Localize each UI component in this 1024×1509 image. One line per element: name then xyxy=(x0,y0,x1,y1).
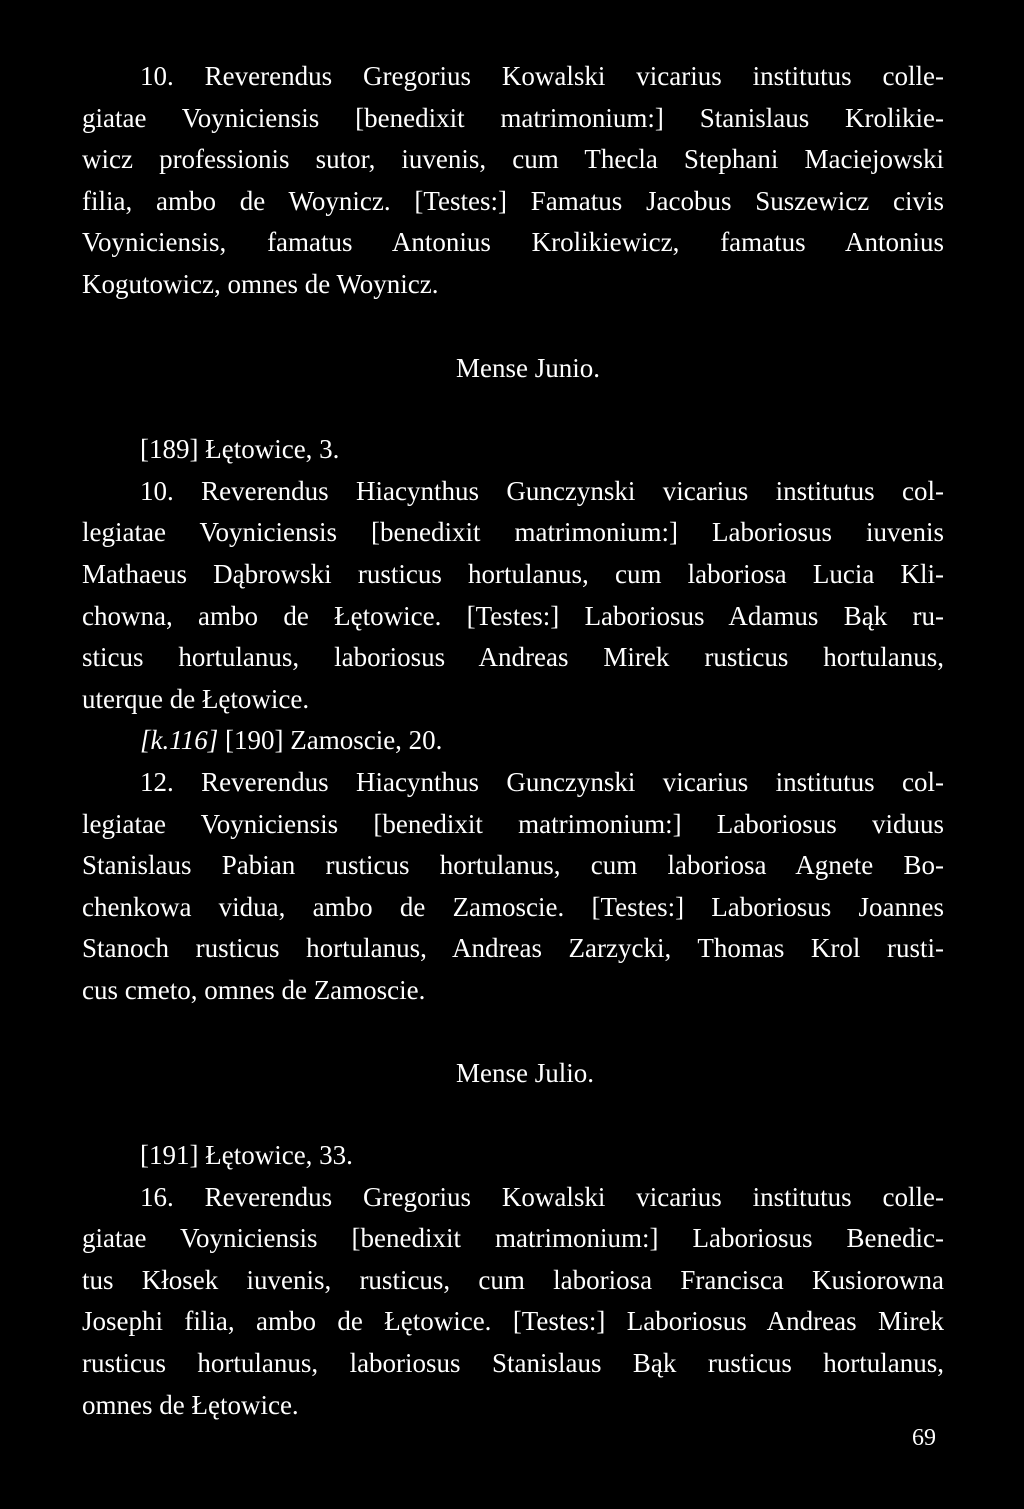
folio-marker: [k.116] xyxy=(140,725,219,756)
page-number: 69 xyxy=(912,1425,936,1451)
text-line: chowna, ambo de Łętowice. [Testes:] Laboriosus Adamus Bąk ru- xyxy=(82,600,944,631)
text-line: wicz professionis sutor, iuvenis, cum Thecla Stephani Maciejowski xyxy=(82,144,944,175)
text-line: tus Kłosek iuvenis, rusticus, cum laboriosa Francisca Kusiorowna xyxy=(82,1264,944,1295)
document-page xyxy=(82,56,944,1426)
text-line: 12. Reverendus Hiacynthus Gunczynski vicarius institutus col- xyxy=(140,766,944,797)
month-heading: Mense Junio. xyxy=(456,352,600,383)
text-line: 10. Reverendus Hiacynthus Gunczynski vicarius institutus col- xyxy=(140,475,944,506)
text-line: Kogutowicz, omnes de Woynicz. xyxy=(82,268,439,299)
month-heading: Mense Julio. xyxy=(456,1058,594,1089)
entry-heading: [190] Zamoscie, 20. xyxy=(225,725,443,756)
text-line: rusticus hortulanus, laboriosus Stanislaus Bąk rusticus hortulanus, xyxy=(82,1348,944,1379)
text-line: 16. Reverendus Gregorius Kowalski vicarius institutus colle- xyxy=(140,1181,944,1212)
text-line: Stanislaus Pabian rusticus hortulanus, cum laboriosa Agnete Bo- xyxy=(82,850,944,881)
entry-heading: [191] Łętowice, 33. xyxy=(140,1140,353,1171)
text-line: Voyniciensis, famatus Antonius Krolikiewicz, famatus Antonius xyxy=(82,227,944,258)
entry-paragraph xyxy=(82,762,944,1012)
text-line: Stanoch rusticus hortulanus, Andreas Zarzycki, Thomas Krol rusti- xyxy=(82,933,944,964)
entry-paragraph xyxy=(82,1177,944,1427)
text-line: uterque de Łętowice. xyxy=(82,683,310,714)
text-line: 10. Reverendus Gregorius Kowalski vicarius institutus colle- xyxy=(140,61,944,91)
text-line: legiatae Voyniciensis [benedixit matrimonium:] Laboriosus viduus xyxy=(82,808,944,839)
entry-paragraph xyxy=(82,471,944,721)
entry-heading-with-folio xyxy=(82,720,944,762)
text-line: Josephi filia, ambo de Łętowice. [Testes:] Laboriosus Andreas Mirek xyxy=(82,1306,944,1337)
text-line: giatae Voyniciensis [benedixit matrimonium:] Laboriosus Benedic- xyxy=(82,1223,944,1254)
text-line: Mathaeus Dąbrowski rusticus hortulanus, cum laboriosa Lucia Kli- xyxy=(82,558,944,589)
entry-heading: [189] Łętowice, 3. xyxy=(140,434,340,465)
text-line: sticus hortulanus, laboriosus Andreas Mirek rusticus hortulanus, xyxy=(82,642,944,673)
text-line: legiatae Voyniciensis [benedixit matrimonium:] Laboriosus iuvenis xyxy=(82,517,944,548)
text-line: giatae Voyniciensis [benedixit matrimonium:] Stanislaus Krolikie- xyxy=(82,102,944,133)
text-line: omnes de Łętowice. xyxy=(82,1389,299,1420)
text-line: chenkowa vidua, ambo de Zamoscie. [Testes:] Laboriosus Joannes xyxy=(82,891,944,922)
text-line: cus cmeto, omnes de Zamoscie. xyxy=(82,974,426,1005)
text-line: filia, ambo de Woynicz. [Testes:] Famatus Jacobus Suszewicz civis xyxy=(82,185,944,216)
entry-paragraph xyxy=(82,56,944,306)
